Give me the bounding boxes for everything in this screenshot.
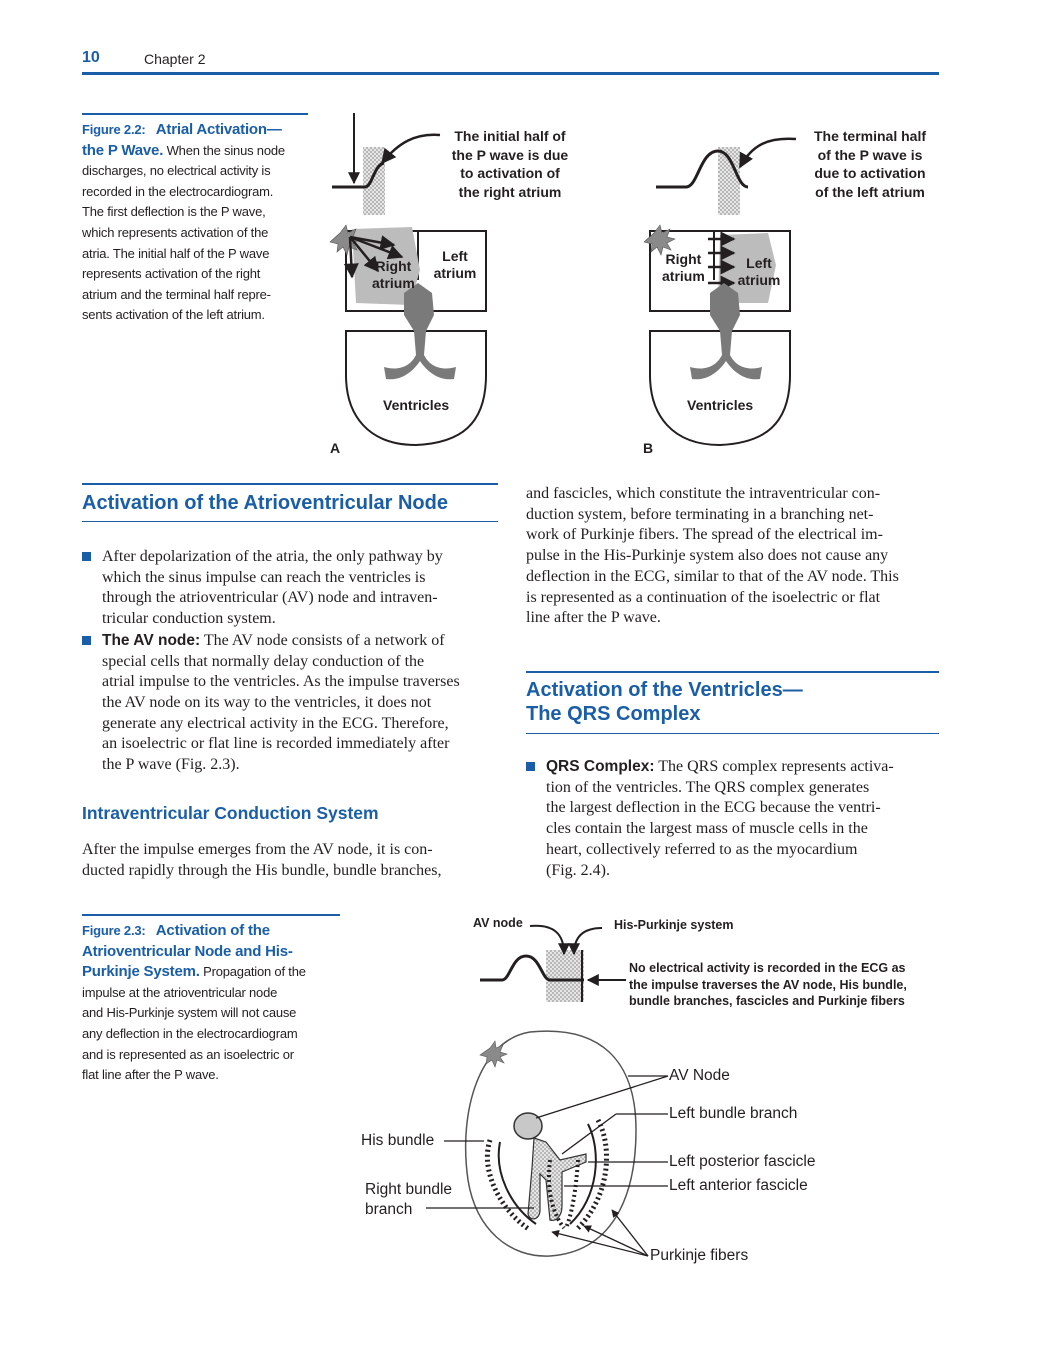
panel-a-right-atrium-label [372,258,415,292]
text-line: generate any electrical activity in the ECG. Therefore, [102,714,449,732]
left-posterior-fascicle-label: Left posterior fascicle [669,1153,816,1170]
no-activity-note [629,960,907,1010]
panel-a-left-atrium-label [432,248,478,282]
sinus-node [480,1041,507,1067]
caption-line: and His-Purkinje system will not cause [82,1005,297,1021]
note-line: of the P wave is [817,146,923,163]
figure-2-3-rule [82,914,340,916]
text-line: atrial impulse to the ventricles. As the impulse traverses [102,673,460,691]
bullet-lead: QRS Complex: [546,758,655,775]
his-bundle-branches [528,1138,586,1220]
section-rule [82,483,498,485]
heading-line: Activation of the Ventricles— [526,679,803,701]
caption-line: discharges, no electrical activity is [82,163,271,179]
his-purkinje-ecg-label: His-Purkinje system [614,918,734,932]
purkinje-fibers-label: Purkinje fibers [650,1247,749,1264]
figure-title: Purkinje System. [82,963,200,981]
figure-title: Atrial Activation— [155,121,282,138]
text-line: through the atrioventricular (AV) node and intraven- [102,589,438,607]
text-line: deflection in the ECG, similar to that of the AV node. This [526,567,899,585]
caption-line: any deflection in the electrocardiogram [82,1025,298,1041]
text-line: ducted rapidly through the His bundle, bundle branches, [82,861,442,879]
note-line: bundle branches, fascicles and Purkinje fibers [629,994,905,1008]
caption-line: The first deflection is the P wave, [82,204,266,220]
hatch-region [546,950,584,1002]
his-purkinje-paragraph [526,484,940,629]
label-line: atrium [737,272,781,288]
figure-title: Activation of the [155,922,270,939]
note-arrow [382,135,440,163]
text-line: The AV node consists of a network of [203,631,445,649]
label-line: branch [365,1201,413,1218]
note-line: the right atrium [458,183,562,200]
panel-a-note [440,127,580,201]
heart-outline [466,1031,636,1256]
panel-a-ventricles-label: Ventricles [383,397,450,413]
text-line: and fascicles, which constitute the intraventricular con- [526,485,881,502]
his-bundle-label: His bundle [361,1132,435,1149]
text-line: an isoelectric or flat line is recorded immediately after [102,735,450,753]
note-line: The terminal half [813,128,927,144]
caption-line: which represents activation of the [82,224,269,240]
subheading-intraventricular: Intraventricular Conduction System [82,803,379,823]
note-line: The initial half of [454,128,566,144]
note-line: due to activation [814,165,926,181]
section-rule [526,671,939,673]
caption-line: When the sinus node [166,142,285,158]
label-line: atrium [433,265,477,281]
ventricles-outline [650,331,790,445]
label-line: Right bundle [365,1181,453,1198]
bullet-item [526,757,940,881]
left-bundle-branch-label: Left bundle branch [669,1105,798,1122]
right-bundle-branch-label [365,1180,452,1220]
text-line: pulse in the His-Purkinje system also does not cause any [526,547,889,565]
section-rule [82,521,498,522]
text-line: The QRS complex represents activa- [658,758,894,775]
bullet-marker [82,552,91,561]
text-line: cles contain the largest mass of muscle cells in the [546,820,868,838]
page-number: 10 [82,49,100,66]
text-line: special cells that normally delay conduction of the [102,652,425,670]
text-line: the P wave (Fig. 2.3). [102,756,240,774]
caption-line: atrium and the terminal half repre- [82,286,271,302]
text-line: heart, collectively referred to as the myocardium [546,840,858,858]
figure-2-3-caption [82,921,344,1086]
text-line: tricular conduction system. [102,610,276,628]
chapter-title: Chapter 2 [144,51,206,67]
figure-label: Figure 2.2: [82,122,146,137]
bullet-marker [82,636,91,645]
text-line: the largest deflection in the ECG because the ventri- [546,799,881,817]
panel-b-left-atrium-label [736,255,782,289]
figure-title: Atrioventricular Node and His- [82,942,293,960]
header-rule [82,72,939,75]
figure-label: Figure 2.3: [82,923,146,938]
bullet-marker [526,762,535,771]
section-heading-av-node: Activation of the Atrioventricular Node [82,492,448,514]
note-line: the impulse traverses the AV node, His bundle, [629,977,907,992]
figure-title: the P Wave. [82,141,164,159]
text-line: (Fig. 2.4). [546,861,610,879]
caption-line: and is represented as an isoelectric or [82,1046,294,1062]
bullet-item [82,631,496,776]
section-heading-ventricles [526,678,803,726]
section-rule [526,733,939,734]
text-line: the AV node on its way to the ventricles, it does not [102,693,432,711]
note-line: the P wave is due [451,146,569,163]
figure-2-2-rule [82,113,308,115]
text-line: work of Purkinje fibers. The spread of the electrical im- [526,526,883,544]
label-line: Right [375,258,412,274]
bullet-lead: The AV node: [102,631,201,649]
av-node-ecg-label: AV node [473,916,523,930]
av-node-label: AV Node [669,1067,730,1084]
caption-line: impulse at the atrioventricular node [82,984,278,1000]
panel-b-right-atrium-label [662,251,705,285]
label-line: Left [442,248,468,264]
label-line: Right [665,251,702,267]
text-line: duction system, before terminating in a branching net- [526,505,874,523]
av-node-bullets [82,547,496,776]
label-line: atrium [372,275,415,291]
note-arrow [740,139,796,167]
caption-line: flat line after the P wave. [82,1067,219,1083]
note-line: to activation of [460,165,560,181]
panel-b-letter: B [643,440,654,456]
panel-a-letter: A [330,440,341,456]
text-line: tion of the ventricles. The QRS complex generates [546,778,870,796]
text-line: which the sinus impulse can reach the ventricles is [102,568,426,586]
purkinje-fibers-right [487,1140,530,1230]
bullet-item [82,547,496,630]
text-line: is represented as a continuation of the isoelectric or flat [526,588,881,606]
intraventricular-paragraph [82,840,496,881]
panel-b-ventricles-label: Ventricles [687,397,754,413]
caption-line: represents activation of the right [82,266,261,282]
caption-line: atria. The initial half of the P wave [82,245,270,261]
heading-line: The QRS Complex [526,703,701,725]
caption-line: sents activation of the left atrium. [82,307,265,323]
note-line: No electrical activity is recorded in the ECG as [629,961,906,975]
text-line: line after the P wave. [526,609,661,627]
label-line: Left [746,255,772,271]
caption-line: recorded in the electrocardiogram. [82,183,274,199]
note-line: of the left atrium [815,183,925,200]
hatch-region [363,147,385,215]
caption-line: Propagation of the [203,964,306,980]
text-line: After depolarization of the atria, the only pathway by [102,548,443,565]
figure-2-2-caption [82,120,314,326]
left-anterior-fascicle-label: Left anterior fascicle [669,1177,808,1194]
panel-b-note [800,127,940,201]
text-line: After the impulse emerges from the AV node, it is con- [82,841,433,858]
qrs-bullet [526,757,940,881]
label-line: atrium [662,268,705,284]
